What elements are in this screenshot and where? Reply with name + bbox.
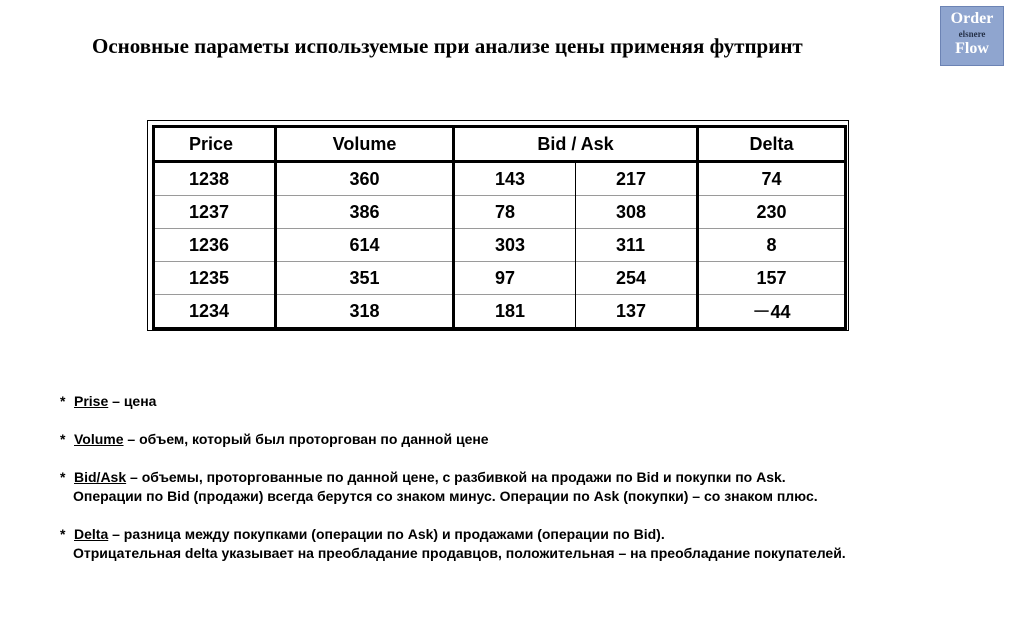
- header-delta: Delta: [698, 127, 846, 162]
- cell-bid: 143: [454, 162, 576, 196]
- definition-term: Prise: [74, 393, 109, 409]
- definitions-list: [60, 392, 846, 582]
- table-row: [154, 295, 846, 329]
- logo-line-1: Order: [950, 10, 994, 27]
- footprint-table: [152, 125, 847, 330]
- cell-price: 1234: [154, 295, 276, 329]
- definition-continuation: Операции по Bid (продажи) всегда берутся со знаком минус. Операции по Ask (покупки) – со знаком плюс.: [73, 488, 818, 504]
- definition-text: – разница между покупками (операции по Ask) и продажами (операции по Bid).: [108, 526, 665, 542]
- cell-bid: 181: [454, 295, 576, 329]
- cell-ask: 217: [576, 162, 698, 196]
- bullet-asterisk: *: [60, 393, 66, 409]
- definition-continuation: Отрицательная delta указывает на преобладание продавцов, положительная – на преобладание покупателей.: [73, 545, 846, 561]
- header-bid-ask: Bid / Ask: [454, 127, 698, 162]
- cell-volume: 351: [276, 262, 454, 295]
- cell-bid: 78: [454, 196, 576, 229]
- cell-delta: 8: [698, 229, 846, 262]
- definition-text: – объемы, проторгованные по данной цене, с разбивкой на продажи по Bid и покупки по Ask.: [126, 469, 786, 485]
- cell-delta: 157: [698, 262, 846, 295]
- cell-price: 1236: [154, 229, 276, 262]
- cell-price: 1237: [154, 196, 276, 229]
- bullet-asterisk: *: [60, 469, 66, 485]
- cell-price: 1235: [154, 262, 276, 295]
- cell-ask: 137: [576, 295, 698, 329]
- cell-volume: 614: [276, 229, 454, 262]
- cell-bid: 303: [454, 229, 576, 262]
- definition-text: – объем, который был проторгован по данной цене: [123, 431, 489, 447]
- definition-text: – цена: [108, 393, 157, 409]
- cell-delta: －44: [698, 295, 846, 329]
- cell-price: 1238: [154, 162, 276, 196]
- cell-volume: 360: [276, 162, 454, 196]
- table-row: [154, 196, 846, 229]
- bullet-asterisk: *: [60, 431, 66, 447]
- logo-line-3: Flow: [955, 40, 989, 57]
- definition-term: Bid/Ask: [74, 469, 127, 485]
- definition-volume: [60, 430, 846, 449]
- header-volume: Volume: [276, 127, 454, 162]
- definition-bid-ask: [60, 468, 846, 506]
- footprint-table-frame: [147, 120, 849, 331]
- cell-bid: 97: [454, 262, 576, 295]
- definition-term: Volume: [74, 431, 124, 447]
- cell-delta: 74: [698, 162, 846, 196]
- definition-delta: [60, 525, 846, 563]
- order-flow-logo: [940, 6, 1004, 66]
- cell-ask: 254: [576, 262, 698, 295]
- cell-delta: 230: [698, 196, 846, 229]
- cell-volume: 386: [276, 196, 454, 229]
- definition-price: [60, 392, 846, 411]
- table-row: [154, 229, 846, 262]
- table-row: [154, 162, 846, 196]
- cell-ask: 308: [576, 196, 698, 229]
- cell-volume: 318: [276, 295, 454, 329]
- header-price: Price: [154, 127, 276, 162]
- bullet-asterisk: *: [60, 526, 66, 542]
- table-header-row: [154, 127, 846, 162]
- table-row: [154, 262, 846, 295]
- logo-line-2: elsnere: [958, 29, 986, 39]
- definition-term: Delta: [74, 526, 109, 542]
- cell-ask: 311: [576, 229, 698, 262]
- page-title: Основные параметы используемые при анализе цены применяя футпринт: [92, 34, 803, 58]
